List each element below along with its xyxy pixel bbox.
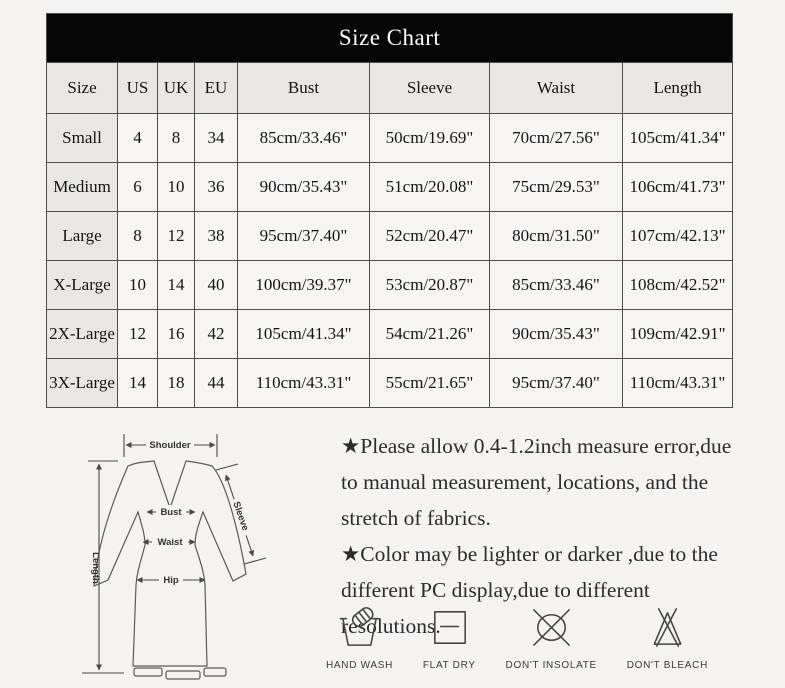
column-header-us: US: [118, 63, 158, 114]
measurement-cell: 4: [118, 114, 158, 163]
measurement-cell: 44: [195, 359, 238, 408]
measurement-cell: 36: [195, 163, 238, 212]
size-chart-title: Size Chart: [47, 14, 733, 63]
column-header-bust: Bust: [238, 63, 370, 114]
measurement-cell: 14: [158, 261, 195, 310]
bust-label: Bust: [160, 507, 182, 518]
size-row-3x-large: [47, 359, 733, 408]
measurement-cell: 52cm/20.47": [370, 212, 490, 261]
sleeve-label: Sleeve: [230, 500, 251, 533]
measurement-cell: 108cm/42.52": [623, 261, 733, 310]
measurement-cell: 16: [158, 310, 195, 359]
size-name-cell: X-Large: [47, 261, 118, 310]
measurement-cell: 10: [158, 163, 195, 212]
waist-label: Waist: [157, 537, 183, 548]
shoulder-label: Shoulder: [149, 440, 191, 451]
hem-tab: [166, 671, 200, 679]
measurement-cell: 110cm/43.31": [238, 359, 370, 408]
measurement-cell: 55cm/21.65": [370, 359, 490, 408]
measurement-cell: 42: [195, 310, 238, 359]
measurement-cell: 110cm/43.31": [623, 359, 733, 408]
column-header-size: Size: [47, 63, 118, 114]
size-row-2x-large: [47, 310, 733, 359]
measurement-cell: 90cm/35.43": [238, 163, 370, 212]
flat-dry-icon: [426, 604, 473, 651]
care-label: DON'T BLEACH: [626, 660, 708, 671]
measurement-cell: 85cm/33.46": [490, 261, 623, 310]
size-row-medium: [47, 163, 733, 212]
measurement-cell: 105cm/41.34": [623, 114, 733, 163]
measurement-cell: 90cm/35.43": [490, 310, 623, 359]
care-label: HAND WASH: [326, 660, 394, 671]
column-header-sleeve: Sleeve: [370, 63, 490, 114]
size-row-large: [47, 212, 733, 261]
size-row-small: [47, 114, 733, 163]
size-table-body: [47, 14, 733, 408]
measurement-cell: 50cm/19.69": [370, 114, 490, 163]
measurement-cell: 34: [195, 114, 238, 163]
hem-tab: [134, 668, 162, 676]
size-row-x-large: [47, 261, 733, 310]
care-instructions: [326, 604, 708, 671]
measurement-cell: 6: [118, 163, 158, 212]
measurement-cell: 80cm/31.50": [490, 212, 623, 261]
measurement-cell: 8: [118, 212, 158, 261]
care-item-dont-insolate: [506, 604, 597, 671]
hem-tab: [204, 668, 226, 676]
dont-bleach-icon: [644, 604, 691, 651]
length-label: Length: [90, 552, 101, 584]
measurement-cell: 18: [158, 359, 195, 408]
measurement-cell: 75cm/29.53": [490, 163, 623, 212]
measurement-cell: 106cm/41.73": [623, 163, 733, 212]
measurement-cell: 109cm/42.91": [623, 310, 733, 359]
size-name-cell: Small: [47, 114, 118, 163]
note-color-difference: ★Color may be lighter or darker ,due to the different PC display,due to different resolutions.: [341, 542, 718, 638]
column-header-row: [47, 63, 733, 114]
dress-diagram-icon: [82, 428, 322, 688]
hand-wash-icon: [336, 604, 383, 651]
measurement-cell: 12: [158, 212, 195, 261]
measurement-cell: 8: [158, 114, 195, 163]
dont-insolate-icon: [528, 604, 575, 651]
column-header-length: Length: [623, 63, 733, 114]
dress-measurement-diagram: [82, 428, 322, 688]
size-name-cell: 2X-Large: [47, 310, 118, 359]
care-label: FLAT DRY: [422, 660, 476, 671]
measurement-cell: 70cm/27.56": [490, 114, 623, 163]
measurement-cell: 54cm/21.26": [370, 310, 490, 359]
measurement-cell: 107cm/42.13": [623, 212, 733, 261]
dress-outline: [94, 461, 246, 666]
care-item-hand-wash: [326, 604, 393, 671]
measurement-cell: 12: [118, 310, 158, 359]
care-item-dont-bleach: [627, 604, 708, 671]
measurement-cell: 53cm/20.87": [370, 261, 490, 310]
measurement-cell: 95cm/37.40": [238, 212, 370, 261]
measurement-cell: 40: [195, 261, 238, 310]
column-header-uk: UK: [158, 63, 195, 114]
size-chart-table: [46, 13, 733, 408]
measurement-cell: 10: [118, 261, 158, 310]
measurement-cell: 105cm/41.34": [238, 310, 370, 359]
measurement-cell: 51cm/20.08": [370, 163, 490, 212]
size-name-cell: Medium: [47, 163, 118, 212]
measurement-cell: 14: [118, 359, 158, 408]
care-label: DON'T INSOLATE: [505, 660, 597, 671]
measurement-cell: 95cm/37.40": [490, 359, 623, 408]
column-header-eu: EU: [195, 63, 238, 114]
measurement-cell: 38: [195, 212, 238, 261]
measurement-cell: 100cm/39.37": [238, 261, 370, 310]
care-item-flat-dry: [423, 604, 476, 671]
size-name-cell: 3X-Large: [47, 359, 118, 408]
size-name-cell: Large: [47, 212, 118, 261]
hip-label: Hip: [163, 575, 179, 586]
title-row: [47, 14, 733, 63]
column-header-waist: Waist: [490, 63, 623, 114]
measurement-cell: 85cm/33.46": [238, 114, 370, 163]
note-measure-error: ★Please allow 0.4-1.2inch measure error,due to manual measurement, locations, and the stretch of fabrics.: [341, 434, 732, 530]
